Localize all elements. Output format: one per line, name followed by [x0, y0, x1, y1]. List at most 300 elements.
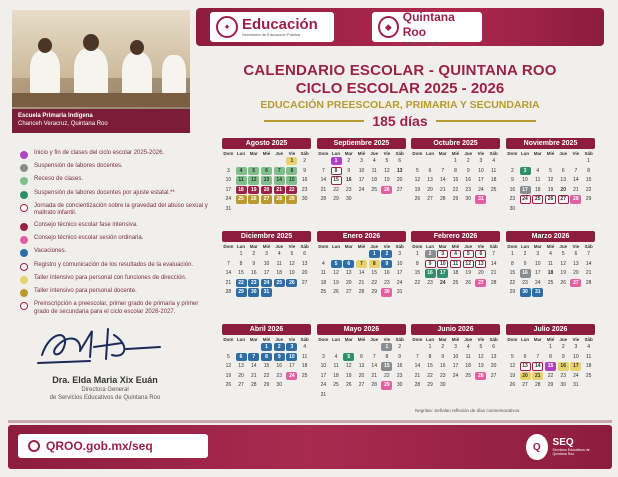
weekday-label: Vie: [383, 151, 391, 156]
days-grid: [411, 250, 500, 288]
empty-cell: [273, 157, 286, 167]
day-cell: 9: [510, 177, 514, 184]
day-cell: 12: [560, 260, 566, 267]
day-cell: 12: [509, 363, 516, 370]
day-cell: 6: [561, 167, 565, 174]
weekday-label: Lun: [236, 151, 246, 156]
day-cell: 8: [549, 353, 552, 360]
day-cell: 10: [478, 167, 484, 174]
day-cell: 17: [320, 372, 327, 379]
day-cell: 2: [274, 343, 285, 351]
weekday-label: Sáb: [300, 151, 309, 156]
day-cell: 22: [384, 372, 390, 379]
day-cell: 26: [465, 279, 471, 286]
day-cell: 29: [547, 382, 554, 389]
day-cell: 16: [346, 177, 352, 184]
day-cell: 8: [385, 353, 389, 360]
day-cell: 27: [522, 382, 528, 389]
weekday-label: Sáb: [584, 337, 593, 342]
day-cell: 13: [396, 167, 403, 174]
day-cell: 5: [290, 251, 294, 257]
title-main: CALENDARIO ESCOLAR - QUINTANA ROO: [243, 62, 557, 79]
photo-student: [122, 52, 152, 98]
day-cell: 7: [248, 353, 259, 361]
day-cell: 27: [558, 195, 569, 203]
day-cell: 30: [560, 382, 566, 389]
day-cell: 21: [440, 186, 446, 193]
legend-swatch-icon: [20, 223, 28, 231]
day-cell: 7: [274, 167, 285, 175]
month-calendar: [222, 138, 311, 215]
weekday-label: Jue: [559, 151, 568, 156]
day-cell: 2: [561, 344, 565, 350]
day-cell: 11: [547, 260, 554, 267]
legend-item: [20, 248, 215, 257]
day-cell: 10: [320, 363, 327, 370]
day-cell: 17: [263, 270, 270, 277]
day-cell: 18: [490, 177, 497, 184]
signature-name: Dra. Elda Maria Xix Euán: [52, 375, 158, 385]
empty-cell: [235, 157, 248, 167]
signature-role-line1: Directora General: [81, 387, 129, 393]
day-cell: 3: [226, 167, 230, 174]
weekday-label: Mié: [357, 151, 366, 156]
weekday-row: [317, 151, 406, 156]
day-cell: 16: [384, 270, 390, 277]
weekday-label: Lun: [520, 151, 530, 156]
day-cell: 19: [465, 270, 471, 277]
weekday-label: Jue: [370, 244, 379, 249]
empty-cell: [355, 343, 368, 353]
weekday-label: Sáb: [584, 151, 593, 156]
day-cell: 25: [585, 372, 592, 379]
day-cell: 20: [261, 186, 272, 194]
weekday-row: [506, 337, 595, 342]
day-cell: 30: [248, 288, 259, 296]
empty-cell: [317, 157, 330, 167]
legend-item: [20, 190, 215, 199]
day-cell: 12: [463, 260, 474, 268]
day-cell: 7: [226, 260, 230, 267]
day-cell: 25: [371, 186, 377, 193]
empty-cell: [247, 343, 260, 353]
day-cell: 24: [440, 279, 446, 286]
day-cell: 31: [320, 391, 327, 398]
day-cell: 14: [251, 363, 257, 370]
month-header: Diciembre 2025: [222, 231, 311, 242]
day-cell: 18: [320, 279, 327, 286]
weekday-label: Mar: [344, 151, 353, 156]
day-cell: 10: [225, 177, 232, 184]
day-cell: 28: [570, 195, 581, 203]
weekday-label: Mar: [438, 151, 447, 156]
day-cell: 5: [510, 353, 514, 360]
day-cell: 19: [414, 186, 421, 193]
legend-item: [20, 235, 215, 244]
day-cell: 16: [558, 362, 569, 370]
day-cell: 25: [333, 382, 339, 389]
day-cell: 25: [547, 279, 554, 286]
day-cell: 26: [333, 289, 339, 296]
signature-role: [30, 387, 180, 402]
day-cell: 18: [371, 177, 377, 184]
day-cell: 10: [452, 353, 459, 360]
days-grid: [222, 250, 311, 298]
weekday-label: Sáb: [395, 337, 404, 342]
day-cell: 21: [585, 270, 592, 277]
weekday-label: Vie: [477, 337, 485, 342]
day-cell: 29: [371, 289, 377, 296]
day-cell: 3: [360, 158, 363, 164]
day-cell: 24: [396, 279, 403, 286]
weekday-row: [411, 244, 500, 249]
day-cell: 24: [520, 195, 531, 203]
weekday-label: Lun: [236, 244, 246, 249]
day-cell: 12: [225, 363, 232, 370]
day-cell: 6: [523, 353, 527, 360]
title-block: [196, 62, 604, 129]
month-calendar: [411, 138, 500, 205]
day-cell: 4: [372, 158, 376, 164]
day-cell: 19: [248, 186, 259, 194]
weekday-label: Jue: [370, 151, 379, 156]
day-cell: 26: [381, 186, 392, 194]
day-cell: 6: [360, 353, 363, 360]
weekday-label: Lun: [520, 337, 530, 342]
day-cell: 18: [452, 270, 459, 277]
empty-cell: [544, 157, 557, 167]
day-cell: 10: [286, 353, 297, 361]
day-cell: 1: [239, 251, 243, 257]
header-banner: [196, 8, 604, 46]
education-logo-sub: Secretaría de Educación Pública: [242, 32, 301, 37]
empty-cell: [570, 157, 583, 167]
legend-label: Inicio y fin de clases del ciclo escolar 2025-2026.: [34, 150, 165, 156]
footer-stripe: [8, 420, 612, 423]
day-cell: 20: [301, 270, 308, 277]
day-cell: 21: [358, 279, 365, 286]
day-cell: 21: [532, 372, 543, 380]
month-header: Junio 2026: [411, 324, 500, 335]
day-cell: 17: [478, 177, 484, 184]
day-cell: 22: [547, 372, 554, 379]
day-cell: 10: [522, 177, 528, 184]
month-header: Mayo 2026: [317, 324, 406, 335]
weekday-label: Jue: [464, 244, 473, 249]
days-grid: [506, 343, 595, 391]
day-cell: 18: [236, 186, 247, 194]
day-cell: 31: [225, 205, 232, 212]
day-cell: 4: [587, 344, 591, 350]
day-cell: 12: [289, 260, 295, 267]
weekday-label: Mar: [533, 244, 542, 249]
day-cell: 28: [225, 289, 232, 296]
day-cell: 8: [261, 353, 272, 361]
weekday-label: Jue: [370, 337, 379, 342]
day-cell: 14: [440, 177, 446, 184]
weekday-label: Dom: [223, 151, 234, 156]
day-cell: 4: [303, 344, 307, 350]
day-cell: 13: [520, 362, 531, 370]
day-cell: 17: [452, 363, 459, 370]
day-cell: 27: [427, 196, 433, 203]
weekday-label: Jue: [275, 244, 284, 249]
day-cell: 28: [371, 382, 377, 389]
url-box[interactable]: [18, 434, 208, 458]
photo-student-head: [38, 38, 52, 53]
empty-cell: [222, 157, 235, 167]
day-cell: 9: [441, 353, 445, 360]
day-cell: 2: [252, 251, 256, 257]
empty-cell: [519, 157, 532, 167]
day-cell: 21: [573, 186, 579, 193]
day-cell: 5: [463, 250, 474, 258]
day-cell: 11: [491, 167, 497, 174]
day-cell: 10: [535, 260, 541, 267]
weekday-row: [411, 337, 500, 342]
day-cell: 20: [427, 186, 433, 193]
empty-cell: [260, 157, 273, 167]
day-cell: 8: [510, 260, 514, 267]
day-cell: 30: [520, 288, 531, 296]
day-cell: 23: [440, 372, 446, 379]
weekday-label: Jue: [464, 337, 473, 342]
day-cell: 23: [248, 279, 259, 287]
day-cell: 15: [371, 270, 377, 277]
weekday-label: Lun: [520, 244, 530, 249]
weekday-label: Sáb: [395, 244, 404, 249]
weekday-label: Sáb: [489, 337, 498, 342]
weekday-label: Lun: [425, 244, 435, 249]
weekday-label: Mar: [249, 244, 258, 249]
day-cell: 26: [509, 382, 516, 389]
weekday-row: [506, 244, 595, 249]
weekday-label: Mar: [344, 244, 353, 249]
seq-mark-icon: Q: [526, 434, 548, 460]
seq-sub: Servicios Educativos de Quintana Roo: [552, 448, 590, 456]
divider-line: [264, 120, 364, 122]
weekday-label: Mié: [451, 151, 460, 156]
day-cell: 7: [492, 251, 496, 257]
day-cell: 25: [320, 289, 327, 296]
weekday-label: Mar: [249, 151, 258, 156]
day-cell: 8: [454, 167, 457, 174]
day-cell: 30: [509, 205, 516, 212]
day-cell: 15: [286, 176, 297, 184]
weekday-label: Dom: [318, 151, 329, 156]
month-calendar: [506, 231, 595, 298]
day-cell: 10: [396, 260, 403, 267]
day-cell: 30: [396, 382, 403, 389]
title-cycle: CICLO ESCOLAR 2025 - 2026: [295, 80, 505, 97]
day-cell: 26: [475, 372, 486, 380]
day-cell: 7: [441, 167, 445, 174]
days-grid: [317, 157, 406, 205]
day-cell: 20: [358, 372, 365, 379]
month-calendar: [222, 231, 311, 298]
day-cell: 11: [371, 167, 377, 174]
weekday-label: Mié: [357, 337, 366, 342]
day-cell: 18: [301, 363, 308, 370]
legend-item: [20, 176, 215, 185]
day-cell: 4: [549, 251, 552, 257]
day-cell: 15: [452, 177, 459, 184]
day-cell: 18: [276, 270, 282, 277]
legend-item: [20, 301, 215, 316]
school-photo: [12, 10, 190, 133]
weekday-label: Dom: [318, 337, 329, 342]
day-cell: 18: [333, 372, 339, 379]
legend-item: [20, 163, 215, 172]
day-cell: 1: [261, 343, 272, 351]
day-cell: 17: [535, 270, 541, 277]
empty-cell: [424, 157, 437, 167]
day-cell: 11: [333, 363, 339, 370]
photo-student: [162, 55, 186, 95]
day-cell: 24: [573, 372, 579, 379]
day-cell: 29: [381, 381, 392, 389]
empty-cell: [506, 343, 519, 353]
day-cell: 30: [381, 288, 392, 296]
day-cell: 20: [238, 372, 244, 379]
day-cell: 24: [286, 372, 297, 380]
footer-url[interactable]: QROO.gob.mx/seq: [46, 439, 153, 453]
day-cell: 3: [574, 344, 578, 350]
day-cell: 1: [415, 251, 419, 257]
legend-swatch-icon: [20, 249, 28, 257]
day-cell: 17: [225, 186, 232, 193]
day-cell: 6: [236, 353, 247, 361]
days-grid: [317, 343, 406, 401]
day-cell: 5: [385, 158, 389, 164]
month-header: Noviembre 2025: [506, 138, 595, 149]
day-cell: 13: [490, 353, 497, 360]
legend-swatch-icon: [20, 191, 28, 199]
empty-cell: [531, 157, 544, 167]
day-cell: 22: [585, 186, 592, 193]
weekday-label: Mié: [262, 151, 271, 156]
day-cell: 26: [248, 195, 259, 203]
day-cell: 15: [509, 270, 516, 277]
day-cell: 2: [398, 344, 402, 350]
day-cell: 9: [381, 260, 392, 268]
photo-student-head: [83, 34, 99, 51]
weekday-row: [222, 337, 311, 342]
month-header: Agosto 2025: [222, 138, 311, 149]
weekday-label: Vie: [477, 244, 485, 249]
weekday-label: Lun: [331, 244, 341, 249]
signature-graphic: [30, 325, 180, 370]
day-cell: 5: [226, 353, 230, 360]
weekday-label: Sáb: [584, 244, 593, 249]
day-cell: 1: [510, 251, 514, 257]
day-cell: 19: [346, 372, 352, 379]
day-cell: 27: [475, 279, 486, 287]
education-logo: [210, 12, 334, 42]
day-cell: 15: [545, 362, 556, 370]
days-grid: [506, 250, 595, 298]
day-cell: 23: [522, 279, 528, 286]
day-cell: 17: [289, 363, 295, 370]
day-cell: 25: [532, 195, 543, 203]
weekday-label: Jue: [275, 337, 284, 342]
day-cell: 8: [239, 260, 243, 267]
day-cell: 16: [425, 269, 436, 277]
day-cell: 6: [428, 167, 432, 174]
footnote: Negritas: Señalan reflexión de días conmemorativos.: [415, 408, 521, 413]
legend-swatch-icon: [20, 204, 28, 212]
day-cell: 11: [450, 260, 461, 268]
day-cell: 10: [573, 353, 579, 360]
legend-label: Receso de clases.: [34, 176, 84, 183]
days-grid: [411, 157, 500, 205]
day-cell: 2: [523, 251, 527, 257]
photo-caption-place: Chanceh Veracruz, Quintana Roo: [18, 121, 108, 127]
day-cell: 27: [346, 289, 352, 296]
day-cell: 4: [236, 167, 247, 175]
day-cell: 1: [369, 250, 380, 258]
month-calendar: [222, 324, 311, 391]
legend-label: Consejo técnico escolar fase intensiva.: [34, 221, 138, 228]
day-cell: 18: [535, 186, 541, 193]
quintana-roo-logo: [372, 9, 482, 45]
day-cell: 5: [415, 167, 419, 174]
empty-cell: [557, 157, 570, 167]
weekday-label: Dom: [507, 337, 518, 342]
day-cell: 6: [398, 158, 402, 164]
legend-item: [20, 275, 215, 284]
day-cell: 25: [465, 372, 471, 379]
day-cell: 30: [465, 196, 471, 203]
empty-cell: [436, 157, 449, 167]
day-cell: 16: [396, 363, 403, 370]
legend-label: Taller intensivo para personal docente.: [34, 287, 137, 294]
day-cell: 23: [560, 372, 566, 379]
day-cell: 9: [466, 167, 470, 174]
day-cell: 30: [301, 196, 308, 203]
footer-banner: [8, 425, 612, 469]
weekday-label: Vie: [383, 244, 391, 249]
day-cell: 3: [265, 251, 268, 257]
day-cell: 25: [452, 279, 459, 286]
day-cell: 14: [490, 260, 497, 267]
day-cell: 27: [570, 279, 581, 287]
day-cell: 2: [466, 158, 470, 164]
day-cell: 5: [549, 167, 552, 174]
weekday-label: Mar: [533, 337, 542, 342]
day-cell: 5: [479, 344, 483, 350]
month-calendar: [317, 324, 406, 401]
day-cell: 3: [437, 250, 448, 258]
day-cell: 29: [263, 382, 270, 389]
weekday-row: [411, 151, 500, 156]
legend-item: [20, 222, 215, 231]
day-cell: 27: [358, 382, 365, 389]
day-cell: 1: [428, 344, 432, 350]
legend-swatch-icon: [20, 302, 28, 310]
day-cell: 26: [560, 279, 566, 286]
day-cell: 16: [509, 186, 516, 193]
legend-swatch-icon: [20, 289, 28, 297]
day-cell: 20: [573, 270, 579, 277]
day-cell: 31: [396, 289, 403, 296]
day-cell: 14: [225, 270, 232, 277]
month-header: Octubre 2025: [411, 138, 500, 149]
day-cell: 13: [346, 270, 352, 277]
day-cell: 23: [276, 372, 282, 379]
day-cell: 19: [384, 177, 390, 184]
days-count: 185 días: [372, 113, 428, 129]
